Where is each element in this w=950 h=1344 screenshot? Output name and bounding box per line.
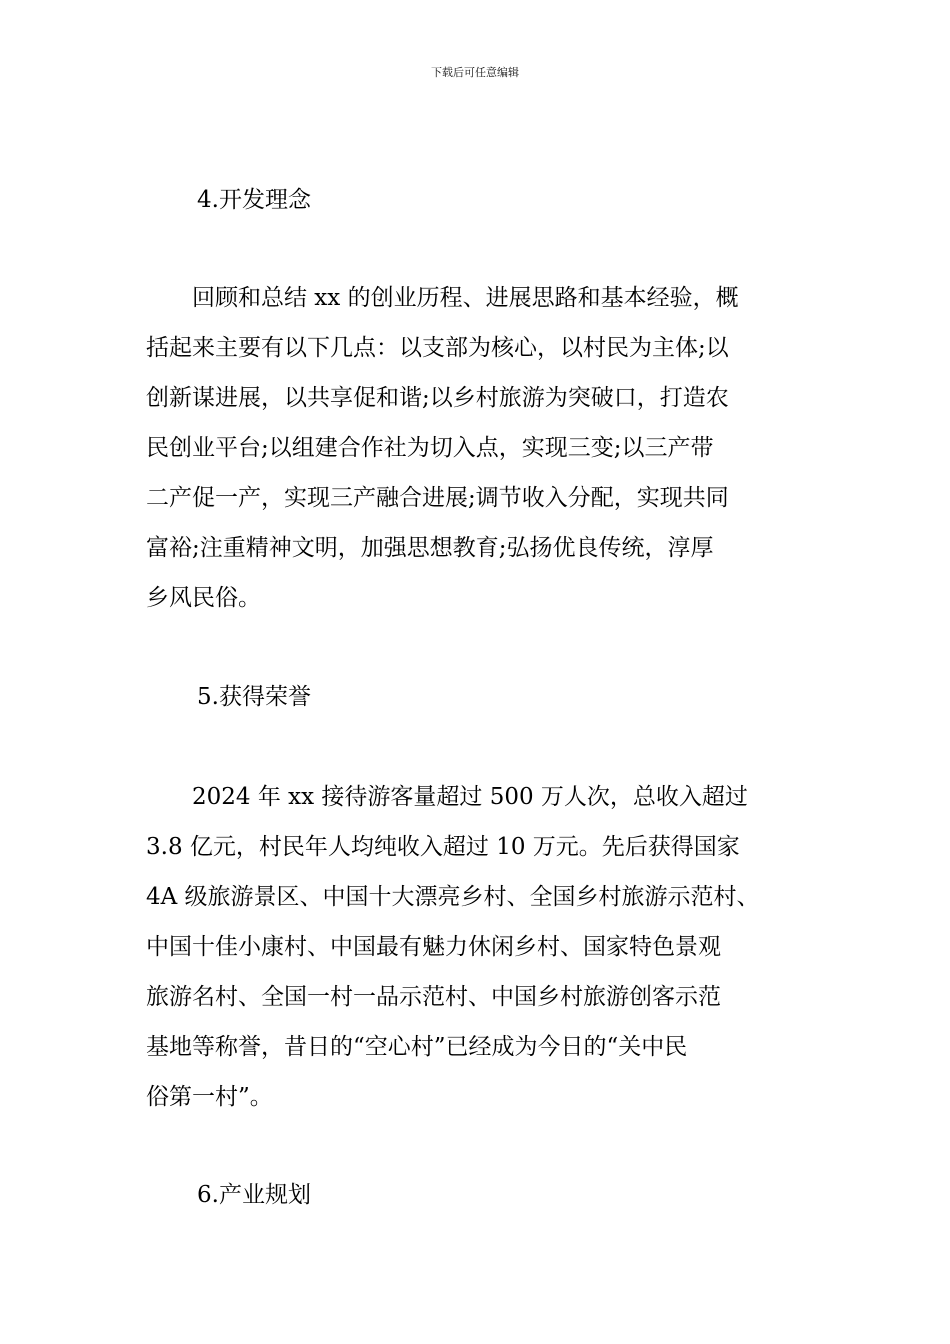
paragraph-line: 4A 级旅游景区、中国十大漂亮乡村、全国乡村旅游示范村、 xyxy=(146,884,760,910)
paragraph-line: 旅游名村、全国一村一品示范村、中国乡村旅游创客示范 xyxy=(146,984,721,1010)
paragraph-line: 中国十佳小康村、中国最有魅力休闲乡村、国家特色景观 xyxy=(146,934,721,960)
section-paragraph-4 xyxy=(146,273,826,623)
paragraph-line: 二产促一产，实现三产融合进展;调节收入分配，实现共同 xyxy=(146,485,729,511)
paragraph-line: 回顾和总结 xx 的创业历程、进展思路和基本经验，概 xyxy=(146,285,739,311)
paragraph-line: 创新谋进展，以共享促和谐;以乡村旅游为突破口，打造农 xyxy=(146,385,729,411)
paragraph-line: 2024 年 xx 接待游客量超过 500 万人次，总收入超过 xyxy=(146,784,748,810)
section-heading-4: 4.开发理念 xyxy=(197,187,311,213)
paragraph-line: 乡风民俗。 xyxy=(146,585,261,611)
header-note: 下载后可任意编辑 xyxy=(431,66,519,79)
section-paragraph-5 xyxy=(146,772,826,1122)
paragraph-line: 3.8 亿元，村民年人均纯收入超过 10 万元。先后获得国家 xyxy=(146,834,740,860)
section-heading-5: 5.获得荣誉 xyxy=(197,684,311,710)
paragraph-line: 民创业平台;以组建合作社为切入点，实现三变;以三产带 xyxy=(146,435,714,461)
section-heading-6: 6.产业规划 xyxy=(197,1182,311,1208)
paragraph-line: 括起来主要有以下几点：以支部为核心，以村民为主体;以 xyxy=(146,335,729,361)
paragraph-line: 富裕;注重精神文明，加强思想教育;弘扬优良传统，淳厚 xyxy=(146,535,714,561)
paragraph-line: 基地等称誉，昔日的“空心村”已经成为今日的“关中民 xyxy=(146,1034,688,1060)
paragraph-line: 俗第一村”。 xyxy=(146,1084,273,1110)
